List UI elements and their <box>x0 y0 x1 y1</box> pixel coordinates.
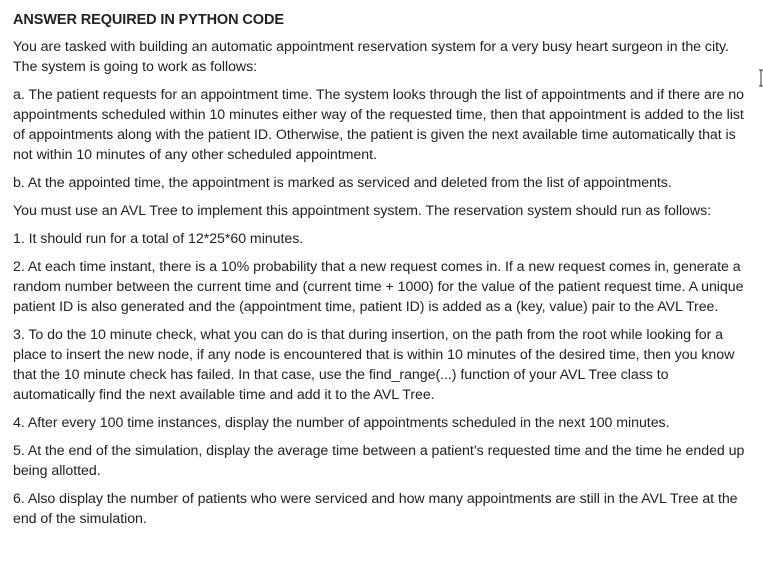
step-1-paragraph: 1. It should run for a total of 12*25*60 minutes. <box>13 231 304 247</box>
step-4-paragraph: 4. After every 100 time instances, display the number of appointments scheduled in the next 100 minutes. <box>13 415 670 431</box>
avl-requirement-paragraph: You must use an AVL Tree to implement this appointment system. The reservation system should run as follows: <box>13 203 712 219</box>
intro-paragraph: You are tasked with building an automatic appointment reservation system for a very busy heart surgeon in the city. The system is going to work as follows: <box>13 39 729 75</box>
rule-a-paragraph: a. The patient requests for an appointment time. The system looks through the list of appointments and if there are no appointments scheduled within 10 minutes either way of the requested time, then that appointment is added to the list of appointments along with the patient ID. Otherwise, the patient is given the next available time automatically that is not within 10 minutes of any other scheduled appointment. <box>13 87 744 163</box>
step-6-paragraph: 6. Also display the number of patients who were serviced and how many appointments are still in the AVL Tree at the end of the simulation. <box>13 491 738 527</box>
rule-b-paragraph: b. At the appointed time, the appointment is marked as serviced and deleted from the list of appointments. <box>13 175 672 191</box>
step-3-paragraph: 3. To do the 10 minute check, what you can do is that during insertion, on the path from the root while looking for a place to insert the new node, if any node is encountered that is within 10 minutes of the desired time, then you know that the 10 minute check has failed. In that case, use the find_range(...) function of your AVL Tree class to automatically find the next available time and add it to the AVL Tree. <box>13 327 735 403</box>
document-body <box>13 12 751 537</box>
step-2-paragraph: 2. At each time instant, there is a 10% probability that a new request comes in. If a new request comes in, generate a random number between the current time and (current time + 1000) for the value of the patient request time. A unique patient ID is also generated and the (appointment time, patient ID) is added as a (key, value) pair to the AVL Tree. <box>13 259 744 315</box>
step-5-paragraph: 5. At the end of the simulation, display the average time between a patient’s requested time and the time he ended up being allotted. <box>13 443 745 479</box>
document-title: ANSWER REQUIRED IN PYTHON CODE <box>13 12 284 28</box>
text-cursor-icon <box>758 69 763 87</box>
